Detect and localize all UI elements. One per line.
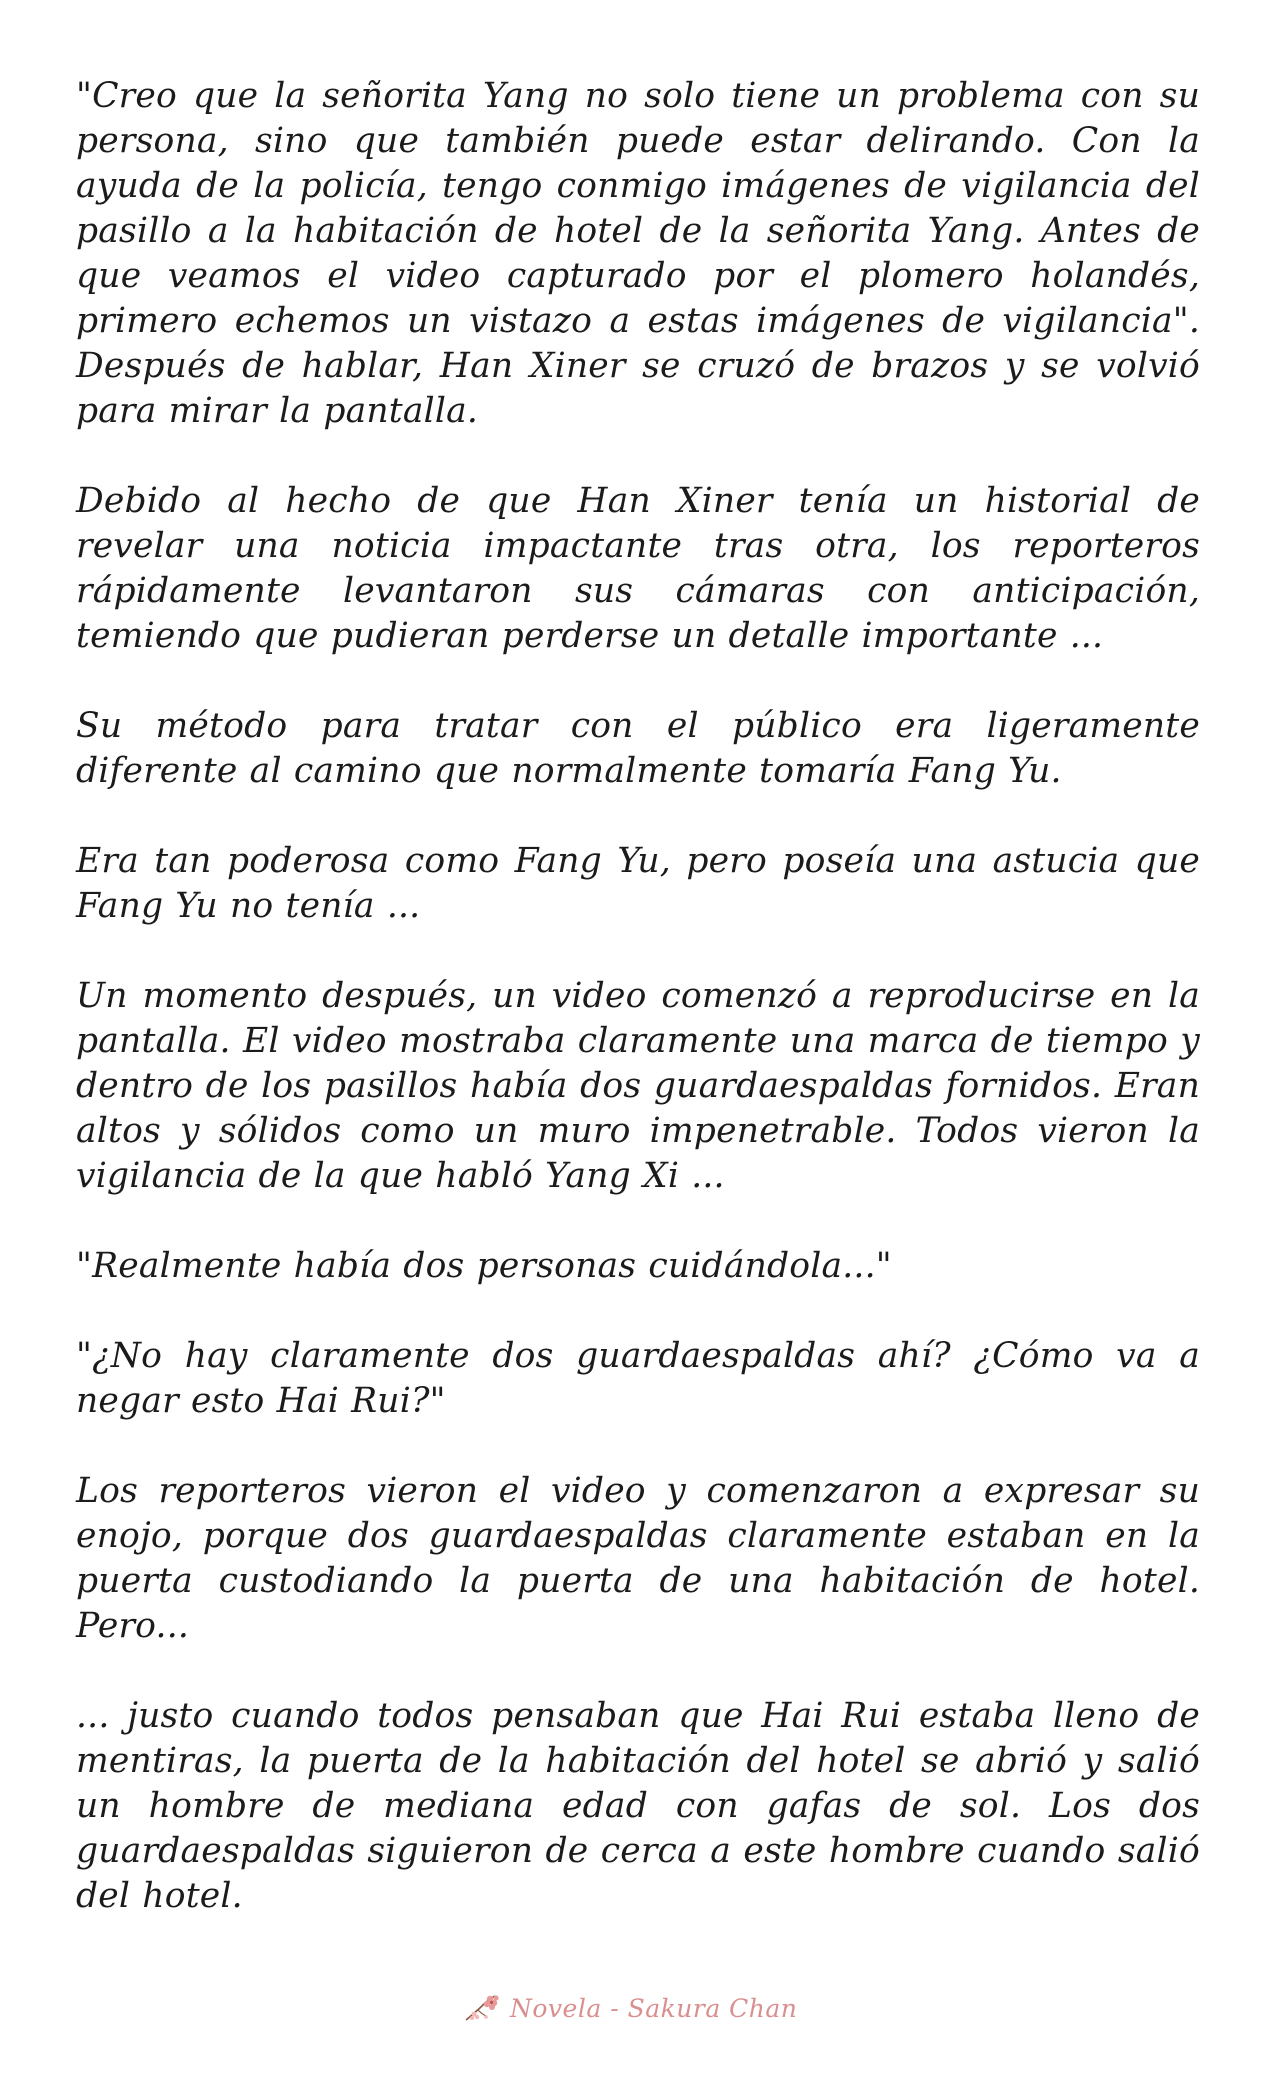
paragraph: Su método para tratar con el público era ligeramente diferente al camino que normalmente tomaría Fang Yu. (76, 706, 1200, 791)
watermark-text: Novela - Sakura Chan (510, 1993, 798, 2023)
watermark (462, 1990, 797, 2026)
paragraph: Los reporteros vieron el video y comenzaron a expresar su enojo, porque dos guardaespaldas claramente estaban en la puerta custodiando la puerta de una habitación de hotel. Pero... (76, 1471, 1200, 1646)
document-body (76, 74, 1200, 1964)
paragraph: Debido al hecho de que Han Xiner tenía un historial de revelar una noticia impactante tras otra, los reporteros rápidamente levantaron sus cámaras con anticipación, temiendo que pudieran perderse un detalle importante ... (76, 481, 1200, 656)
sakura-flower-icon (462, 1990, 502, 2026)
paragraph: "Realmente había dos personas cuidándola..." (76, 1246, 892, 1286)
paragraph: "Creo que la señorita Yang no solo tiene un problema con su persona, sino que también puede estar delirando. Con la ayuda de la policía, tengo conmigo imágenes de vigilancia del pasillo a la habitación de hotel de la señorita Yang. Antes de que veamos el video capturado por el plomero holandés, primero echemos un vistazo a estas imágenes de vigilancia". Después de hablar, Han Xiner se cruzó de brazos y se volvió para mirar la pantalla. (76, 76, 1200, 431)
paragraph: Un momento después, un video comenzó a reproducirse en la pantalla. El video mostraba claramente una marca de tiempo y dentro de los pasillos había dos guardaespaldas fornidos. Eran altos y sólidos como un muro impenetrable. Todos vieron la vigilancia de la que habló Yang Xi ... (76, 976, 1200, 1196)
paragraph: "¿No hay claramente dos guardaespaldas ahí? ¿Cómo va a negar esto Hai Rui?" (76, 1336, 1200, 1421)
paragraph: Era tan poderosa como Fang Yu, pero poseía una astucia que Fang Yu no tenía ... (76, 841, 1200, 926)
paragraph: ... justo cuando todos pensaban que Hai Rui estaba lleno de mentiras, la puerta de la habitación del hotel se abrió y salió un hombre de mediana edad con gafas de sol. Los dos guardaespaldas siguieron de cerca a este hombre cuando salió del hotel. (76, 1696, 1200, 1916)
